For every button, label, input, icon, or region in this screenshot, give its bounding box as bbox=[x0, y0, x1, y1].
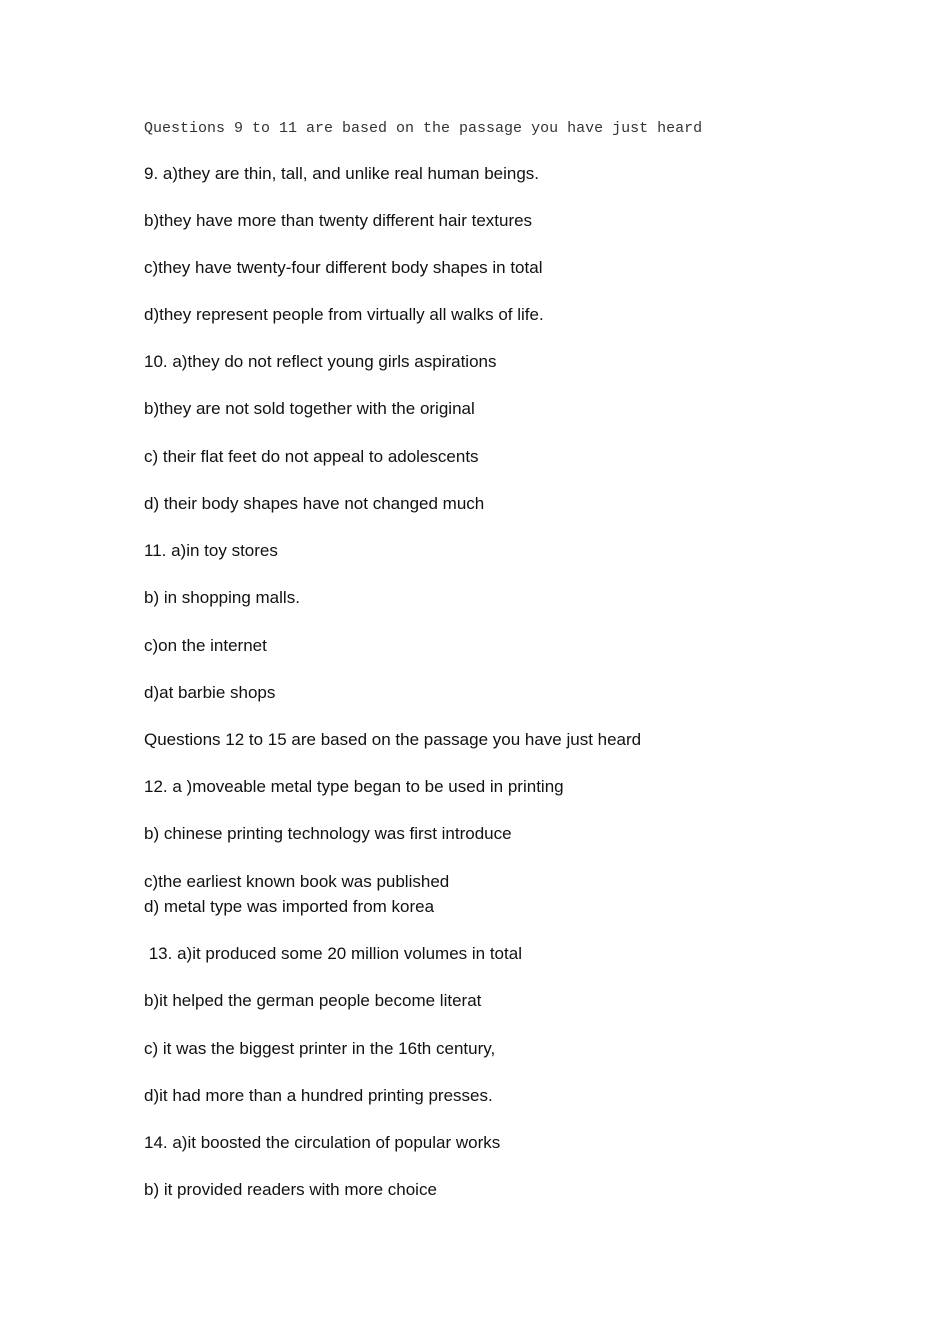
q12-option-b: b) chinese printing technology was first introduce bbox=[144, 824, 512, 843]
q10-option-b: b)they are not sold together with the original bbox=[144, 399, 475, 418]
q14-option-b: b) it provided readers with more choice bbox=[144, 1180, 437, 1199]
q9-option-c: c)they have twenty-four different body shapes in total bbox=[144, 258, 543, 277]
q13-option-a: 13. a)it produced some 20 million volumes in total bbox=[144, 944, 522, 963]
section-heading-9-11: Questions 9 to 11 are based on the passage you have just heard bbox=[144, 120, 703, 137]
q11-option-b: b) in shopping malls. bbox=[144, 588, 300, 607]
q13-option-c: c) it was the biggest printer in the 16th century, bbox=[144, 1039, 496, 1058]
q12-option-c: c)the earliest known book was published bbox=[144, 872, 450, 891]
section-heading-12-15: Questions 12 to 15 are based on the passage you have just heard bbox=[144, 730, 642, 749]
q11-option-a: 11. a)in toy stores bbox=[144, 541, 278, 560]
q9-option-a: 9. a)they are thin, tall, and unlike real human beings. bbox=[144, 164, 540, 183]
q12-option-a: 12. a )moveable metal type began to be used in printing bbox=[144, 777, 564, 796]
q10-option-a: 10. a)they do not reflect young girls aspirations bbox=[144, 352, 497, 371]
q11-option-d: d)at barbie shops bbox=[144, 683, 276, 702]
q11-option-c: c)on the internet bbox=[144, 636, 267, 655]
q9-option-d: d)they represent people from virtually all walks of life. bbox=[144, 305, 544, 324]
q14-option-a: 14. a)it boosted the circulation of popular works bbox=[144, 1133, 501, 1152]
q10-option-c: c) their flat feet do not appeal to adolescents bbox=[144, 447, 479, 466]
q9-option-b: b)they have more than twenty different hair textures bbox=[144, 211, 533, 230]
q13-option-b: b)it helped the german people become literat bbox=[144, 991, 482, 1010]
q10-option-d: d) their body shapes have not changed much bbox=[144, 494, 485, 513]
q12-option-d: d) metal type was imported from korea bbox=[144, 897, 435, 916]
q13-option-d: d)it had more than a hundred printing presses. bbox=[144, 1086, 493, 1105]
